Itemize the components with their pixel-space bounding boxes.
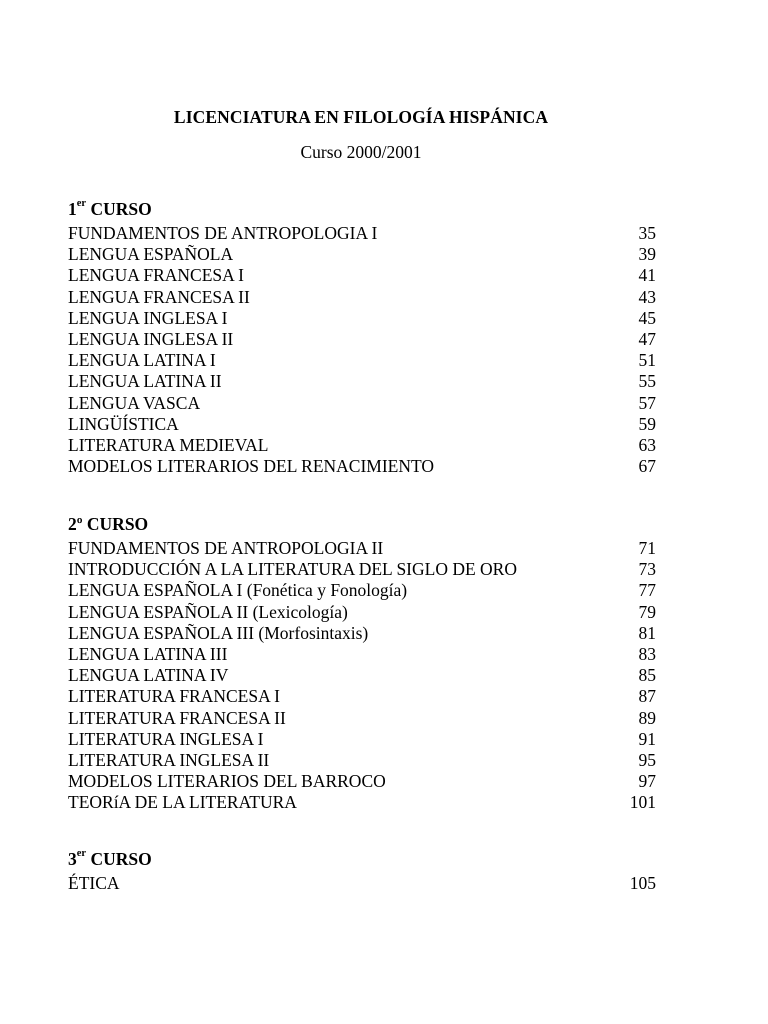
toc-entry-title: LENGUA LATINA I [68,350,216,371]
document-title: LICENCIATURA EN FILOLOGÍA HISPÁNICA [173,107,549,127]
toc-entry-title: LITERATURA MEDIEVAL [68,434,269,455]
toc-entry-page-number: 105 [629,873,656,893]
toc-entry-title: ÉTICA [68,873,120,893]
toc-entry [68,686,656,707]
toc-entry-title: LITERATURA FRANCESA II [68,707,286,728]
toc-entry [68,665,656,686]
toc-entry-page-number: 73 [638,559,656,580]
section-heading [68,512,656,536]
section-second-year [68,512,656,813]
toc-entry [68,873,656,894]
toc-entry-title: LENGUA FRANCESA I [68,265,244,286]
section-first-year [68,197,656,477]
toc-entry-title: LENGUA LATINA II [68,371,222,392]
toc-entry-title: FUNDAMENTOS DE ANTROPOLOGIA I [68,223,378,243]
section-heading [68,847,656,871]
toc-entry [68,580,656,601]
toc-entry-page-number: 79 [638,601,656,622]
toc-entry-title: MODELOS LITERARIOS DEL BARROCO [68,771,386,792]
toc-entry-title: LENGUA INGLESA I [68,307,228,328]
toc-entry-title: LINGÜÍSTICA [68,413,179,434]
document-subtitle: Curso 2000/2001 [300,142,422,162]
toc-entry-page-number: 85 [638,665,656,686]
section-third-year [68,847,656,894]
toc-entry [68,602,656,623]
section-heading-number: 2º [68,514,83,534]
toc-entry [68,371,656,392]
toc-entry-page-number: 101 [629,792,656,813]
toc-entry [68,393,656,414]
toc-entry [68,708,656,729]
toc-entry-page-number: 43 [638,286,656,307]
toc-entry [68,414,656,435]
toc-entry-title: LITERATURA FRANCESA I [68,686,280,707]
toc-entry-page-number: 51 [638,350,656,371]
toc-entry [68,644,656,665]
toc-entry-title: LENGUA VASCA [68,392,201,413]
toc-entry-title: INTRODUCCIÓN A LA LITERATURA DEL SIGLO DE ORO [68,559,517,580]
toc-entry-page-number: 63 [638,434,656,455]
toc-entry [68,223,656,244]
toc-entry [68,308,656,329]
toc-entry [68,244,656,265]
toc-entry-title: LENGUA LATINA IV [68,665,229,686]
toc-entry [68,538,656,559]
toc-entry [68,792,656,813]
toc-entry-title: LENGUA ESPAÑOLA III (Morfosintaxis) [68,622,369,643]
toc-entry [68,771,656,792]
toc-entry-page-number: 67 [638,456,656,477]
toc-entry-page-number: 83 [638,643,656,664]
toc-list [68,223,656,477]
toc-entry [68,559,656,580]
section-heading-superscript: er [76,198,87,210]
toc-entry-title: TEORíA DE LA LITERATURA [68,792,297,813]
toc-list [68,873,656,894]
toc-entry-page-number: 97 [638,771,656,792]
toc-entry-title: MODELOS LITERARIOS DEL RENACIMIENTO [68,456,435,477]
toc-entry [68,435,656,456]
toc-entry-title: LENGUA ESPAÑOLA [68,244,234,265]
toc-entry-page-number: 91 [638,728,656,749]
toc-entry-page-number: 77 [638,580,656,601]
toc-entry-page-number: 87 [638,686,656,707]
toc-entry-page-number: 89 [638,707,656,728]
toc-entry-title: LENGUA FRANCESA II [68,286,250,307]
toc-entry-page-number: 47 [638,328,656,349]
toc-entry-title: LENGUA ESPAÑOLA I (Fonética y Fonología) [68,580,408,601]
toc-entry-page-number: 57 [638,392,656,413]
toc-entry-title: LENGUA INGLESA II [68,328,234,349]
section-heading-text: CURSO [86,514,149,534]
toc-entry [68,350,656,371]
toc-entry [68,287,656,308]
toc-entry [68,750,656,771]
toc-entry-page-number: 71 [638,538,656,558]
section-heading-number: 1 [68,199,77,219]
toc-entry-page-number: 59 [638,413,656,434]
toc-entry [68,265,656,286]
toc-entry-page-number: 81 [638,622,656,643]
section-heading [68,197,656,221]
toc-entry-title: LITERATURA INGLESA I [68,728,264,749]
toc-entry [68,623,656,644]
toc-entry-title: LITERATURA INGLESA II [68,749,270,770]
toc-entry [68,729,656,750]
toc-entry-title: FUNDAMENTOS DE ANTROPOLOGIA II [68,538,384,558]
toc-entry-page-number: 55 [638,371,656,392]
section-heading-superscript: er [76,848,87,860]
toc-entry-page-number: 35 [638,223,656,243]
toc-entry-page-number: 95 [638,749,656,770]
toc-entry [68,456,656,477]
toc-entry-title: LENGUA LATINA III [68,643,228,664]
toc-entry-page-number: 45 [638,307,656,328]
toc-entry-page-number: 41 [638,265,656,286]
section-heading-text: CURSO [90,199,152,219]
toc-list [68,538,656,813]
section-heading-text: CURSO [90,849,152,869]
toc-entry-title: LENGUA ESPAÑOLA II (Lexicología) [68,601,348,622]
toc-entry [68,329,656,350]
toc-entry-page-number: 39 [638,244,656,265]
section-heading-number: 3 [68,849,77,869]
